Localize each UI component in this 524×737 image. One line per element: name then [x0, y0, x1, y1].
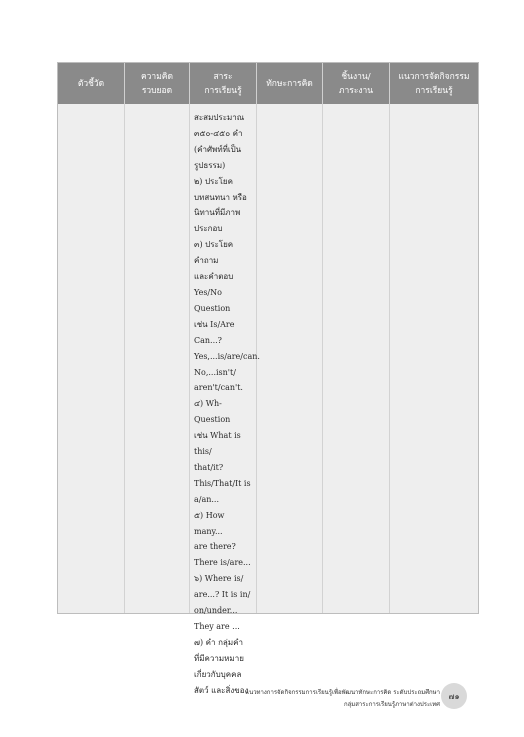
cell-thinking-skills — [257, 104, 323, 613]
cell-concept — [125, 104, 190, 613]
cell-tasks — [323, 104, 390, 613]
header-learning-content: สาระ การเรียนรู้ — [190, 63, 257, 104]
table-header — [58, 63, 478, 104]
cell-learning-activities — [390, 104, 478, 613]
footer-line1: แนวทางการจัดกิจกรรมการเรียนรู้เพื่อพัฒนาทักษะการคิด ระดับประถมศึกษา — [245, 689, 440, 696]
header-tasks: ชิ้นงาน/ ภาระงาน — [323, 63, 390, 104]
header-indicator: ตัวชี้วัด — [58, 63, 125, 104]
learning-content-text: สะสมประมาณ ๓๕๐-๔๕๐ คำ (คำศัพท์ที่เป็น รูปธรรม) ๒) ประโยค บทสนทนา หรือ นิทานที่มีภาพ ประกอบ ๓) ประโยคคำถาม และคำตอบ Yes/No Question เช่น Is/Are Can...? Yes,...is/are/can. No,...isn't/ aren't/can't. ๔) Wh-Question เช่น What is this/ that/it? This/That/It is a/an... ๕) How many... are there? There is/are... ๖) Where is/ are...? It is in/ on/under... They are ... ๗) คำ กลุ่มคำ ที่มีความหมาย เกี่ยวกับบุคคล สัตว์ และสิ่งของ — [194, 113, 260, 695]
cell-learning-content — [190, 104, 260, 695]
footer-line2: กลุ่มสาระการเรียนรู้ภาษาต่างประเทศ — [344, 701, 440, 708]
header-learning-activities: แนวการจัดกิจกรรม การเรียนรู้ — [398, 71, 470, 96]
header-concept: ความคิด รวบยอด — [125, 63, 190, 104]
cell-indicator — [58, 104, 125, 613]
header-thinking-skills: ทักษะการคิด — [257, 63, 323, 104]
page-number: ๗๑ — [441, 683, 467, 709]
footer-text — [245, 687, 440, 711]
